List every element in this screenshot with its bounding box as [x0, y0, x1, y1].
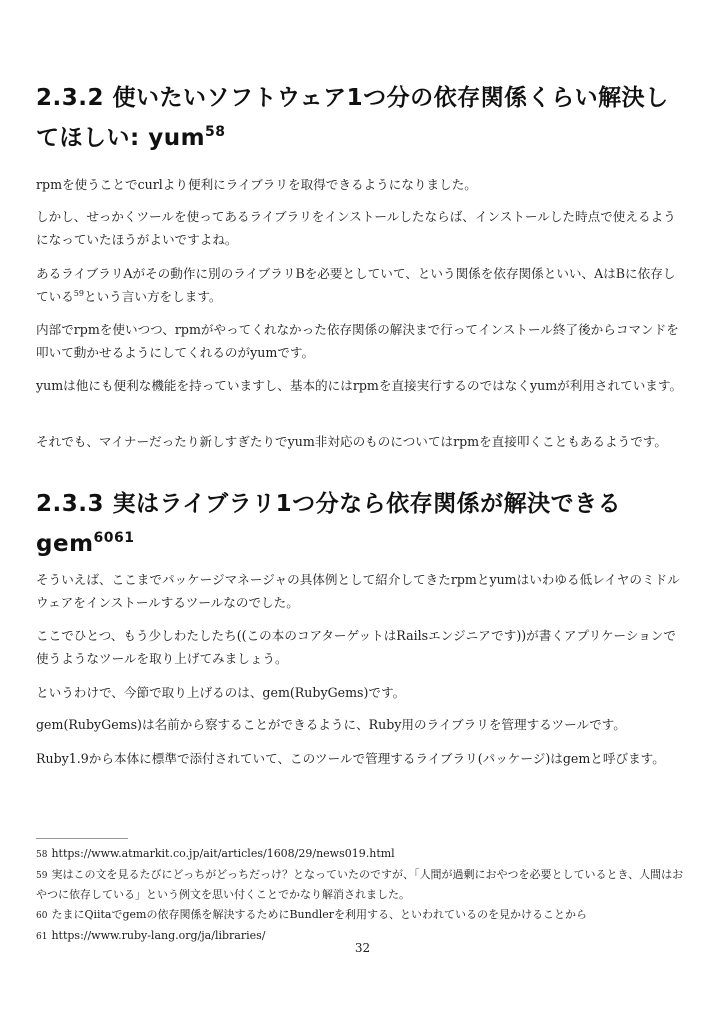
paragraph-text: あるライブラリAがその動作に別のライブラリBを必要としていて、という関係を依存関係といい、AはBに依存している — [36, 266, 676, 304]
paragraph: yumは他にも便利な機能を持っていますし、基本的にはrpmを直接実行するのではなくyumが利用されています。 — [36, 378, 683, 393]
footnote-divider — [36, 838, 128, 839]
section-heading-2-3-3 — [36, 484, 696, 564]
footnote-number: 59 — [36, 871, 48, 881]
footnote-text: 実はこの文を見るたびにどっちがどっちだっけ？となっていたのですが、「人間が過剰におやつを必要としているとき、人間はおやつに依存している」という例文を思い付くことでかなり解消されました。 — [36, 868, 684, 901]
footnote-number: 61 — [36, 932, 48, 942]
paragraph: それでも、マイナーだったり新しすぎたりでyum非対応のものについてはrpmを直接叩くこともあるようです。 — [36, 434, 667, 449]
paragraph: gem(RubyGems)は名前から察することができるように、Ruby用のライブラリを管理するツールです。 — [36, 717, 626, 732]
paragraph: しかし、せっかくツールを使ってあるライブラリをインストールしたならば、インストールした時点で使えるようになっていたほうがよいですよね。 — [36, 209, 676, 247]
footnote-link[interactable]: https://www.ruby-lang.org/ja/libraries/ — [51, 929, 266, 942]
footnote-58 — [36, 845, 686, 865]
footnote-59 — [36, 866, 686, 903]
paragraph: そういえば、ここまでパッケージマネージャの具体例として紹介してきたrpmとyumはいわゆる低レイヤのミドルウェアをインストールするツールなのでした。 — [36, 572, 680, 610]
footnote-number: 60 — [36, 911, 48, 921]
heading-line-1: 2.3.3 実はライブラリ1つ分なら依存関係が解決できる — [36, 491, 622, 517]
paragraph: 内部でrpmを使いつつ、rpmがやってくれなかった依存関係の解決まで行ってインストール終了後からコマンドを叩いて動かせるようにしてくれるのがyumです。 — [36, 322, 679, 360]
footnote-number: 58 — [36, 850, 48, 860]
footnote-text: たまにQiitaでgemの依存関係を解決するためにBundlerを利用する、といわれているのを見かけることから — [51, 908, 588, 921]
paragraph: rpmを使うことでcurlより便利にライブラリを取得できるようになりました。 — [36, 177, 477, 192]
paragraph: Ruby1.9から本体に標準で添付されていて、このツールで管理するライブラリ(パッケージ)はgemと呼びます。 — [36, 751, 665, 766]
section-heading-2-3-2 — [36, 78, 696, 158]
footnote-60 — [36, 906, 686, 926]
paragraph — [36, 262, 686, 308]
heading-line-1: 2.3.2 使いたいソフトウェア1つ分の依存関係くらい解決し — [36, 85, 669, 111]
paragraph: というわけで、今節で取り上げるのは、gem(RubyGems)です。 — [36, 685, 406, 700]
footnote-ref-59[interactable]: 59 — [73, 289, 84, 298]
footnote-ref-60-61[interactable]: 6061 — [93, 530, 135, 546]
paragraph-text: という言い方をします。 — [83, 289, 222, 304]
footnote-link[interactable]: https://www.atmarkit.co.jp/ait/articles/1608/29/news019.html — [51, 847, 395, 860]
heading-line-2: gem — [36, 531, 94, 557]
page-number: 32 — [354, 941, 371, 955]
heading-line-2: てほしい: yum — [36, 125, 206, 151]
paragraph: ここでひとつ、もう少しわたしたち((この本のコアターゲットはRailsエンジニアです))が書くアプリケーションで使うようなツールを取り上げてみましょう。 — [36, 628, 677, 666]
footnote-ref-58[interactable]: 58 — [205, 124, 226, 140]
